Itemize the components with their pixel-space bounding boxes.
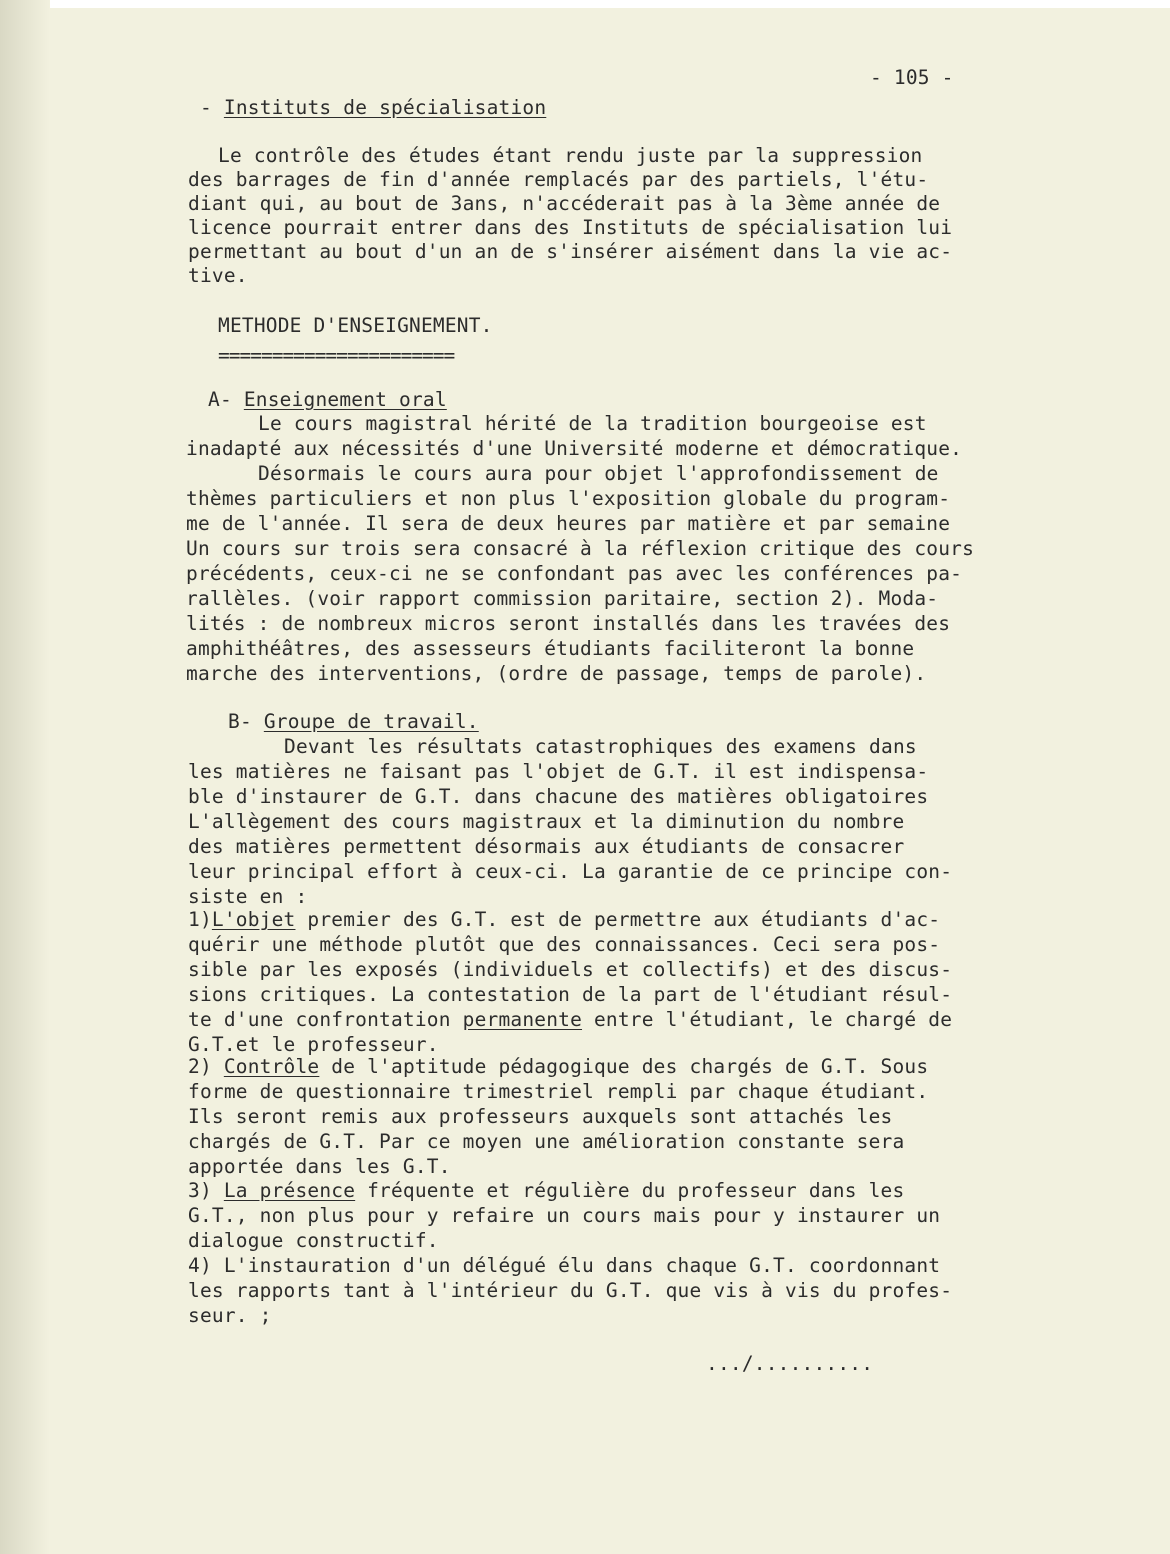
paragraph-line: L'allègement des cours magistraux et la diminution du nombre: [188, 810, 905, 833]
paragraph-line: apportée dans les G.T.: [188, 1155, 451, 1178]
paragraph-line: sions critiques. La contestation de la part de l'étudiant résul-: [188, 983, 953, 1006]
paragraph-line: thèmes particuliers et non plus l'exposition globale du program-: [186, 487, 951, 510]
page-left-shadow: [0, 0, 50, 1554]
paragraph-line: G.T.et le professeur.: [188, 1033, 439, 1056]
paragraph-line: te d'une confrontation permanente entre l'étudiant, le chargé de: [188, 1008, 953, 1031]
paragraph-line: sible par les exposés (individuels et collectifs) et des discus-: [188, 958, 953, 981]
list-item-1: 1)L'objet premier des G.T. est de permettre aux étudiants d'ac-: [188, 908, 941, 931]
paragraph-line: des matières permettent désormais aux étudiants de consacrer: [188, 835, 905, 858]
paragraph-line: des barrages de fin d'année remplacés par des partiels, l'étu-: [188, 168, 929, 191]
paragraph-line: Le cours magistral hérité de la tradition bourgeoise est: [258, 412, 927, 435]
paragraph-line: dialogue constructif.: [188, 1229, 439, 1252]
section-heading-b: B- Groupe de travail.: [228, 710, 479, 733]
paragraph-line: G.T., non plus pour y refaire un cours mais pour y instaurer un: [188, 1204, 941, 1227]
paragraph-line: licence pourrait entrer dans des Instituts de spécialisation lui: [188, 216, 953, 239]
paragraph-line: Le contrôle des études étant rendu juste par la suppression: [218, 144, 923, 167]
paragraph-line: les matières ne faisant pas l'objet de G.T. il est indispensa-: [188, 760, 929, 783]
paragraph-line: leur principal effort à ceux-ci. La garantie de ce principe con-: [188, 860, 953, 883]
paragraph-line: permettant au bout d'un an de s'insérer aisément dans la vie ac-: [188, 240, 953, 263]
paragraph-line: Désormais le cours aura pour objet l'approfondissement de: [258, 462, 939, 485]
list-item-4: 4) L'instauration d'un délégué élu dans chaque G.T. coordonnant: [188, 1254, 941, 1277]
paragraph-line: Devant les résultats catastrophiques des examens dans: [284, 735, 917, 758]
paragraph-line: me de l'année. Il sera de deux heures par matière et par semaine: [186, 512, 951, 535]
paragraph-line: tive.: [188, 264, 248, 287]
list-item-2: 2) Contrôle de l'aptitude pédagogique des chargés de G.T. Sous: [188, 1055, 929, 1078]
paragraph-line: précédents, ceux-ci ne se confondant pas avec les conférences pa-: [186, 562, 963, 585]
continuation-mark: .../..........: [706, 1352, 874, 1375]
paragraph-line: les rapports tant à l'intérieur du G.T. que vis à vis du profes-: [188, 1279, 953, 1302]
paragraph-line: inadapté aux nécessités d'une Université moderne et démocratique.: [186, 437, 963, 460]
paragraph-line: quérir une méthode plutôt que des connaissances. Ceci sera pos-: [188, 933, 941, 956]
paragraph-line: diant qui, au bout de 3ans, n'accéderait pas à la 3ème année de: [188, 192, 941, 215]
paragraph-line: Ils seront remis aux professeurs auxquels sont attachés les: [188, 1105, 893, 1128]
paragraph-line: Un cours sur trois sera consacré à la réflexion critique des cours: [186, 537, 975, 560]
list-item-3: 3) La présence fréquente et régulière du professeur dans les: [188, 1179, 905, 1202]
paragraph-line: ble d'instaurer de G.T. dans chacune des matières obligatoires: [188, 785, 929, 808]
paragraph-line: marche des interventions, (ordre de passage, temps de parole).: [186, 662, 927, 685]
methode-separator: ======================: [218, 344, 455, 367]
paragraph-line: rallèles. (voir rapport commission paritaire, section 2). Moda-: [186, 587, 939, 610]
paragraph-line: amphithéâtres, des assesseurs étudiants faciliteront la bonne: [186, 637, 915, 660]
paragraph-line: siste en :: [188, 885, 308, 908]
paragraph-line: seur. ;: [188, 1304, 272, 1327]
section-heading-a: A- Enseignement oral: [208, 388, 447, 411]
page-number: - 105 -: [870, 66, 954, 89]
paragraph-line: forme de questionnaire trimestriel rempli par chaque étudiant.: [188, 1080, 929, 1103]
section-heading-instituts: - Instituts de spécialisation: [200, 96, 547, 119]
paragraph-line: chargés de G.T. Par ce moyen une amélioration constante sera: [188, 1130, 905, 1153]
methode-heading: METHODE D'ENSEIGNEMENT.: [218, 314, 493, 337]
paragraph-line: lités : de nombreux micros seront installés dans les travées des: [186, 612, 951, 635]
page-top-edge: [0, 0, 1170, 8]
